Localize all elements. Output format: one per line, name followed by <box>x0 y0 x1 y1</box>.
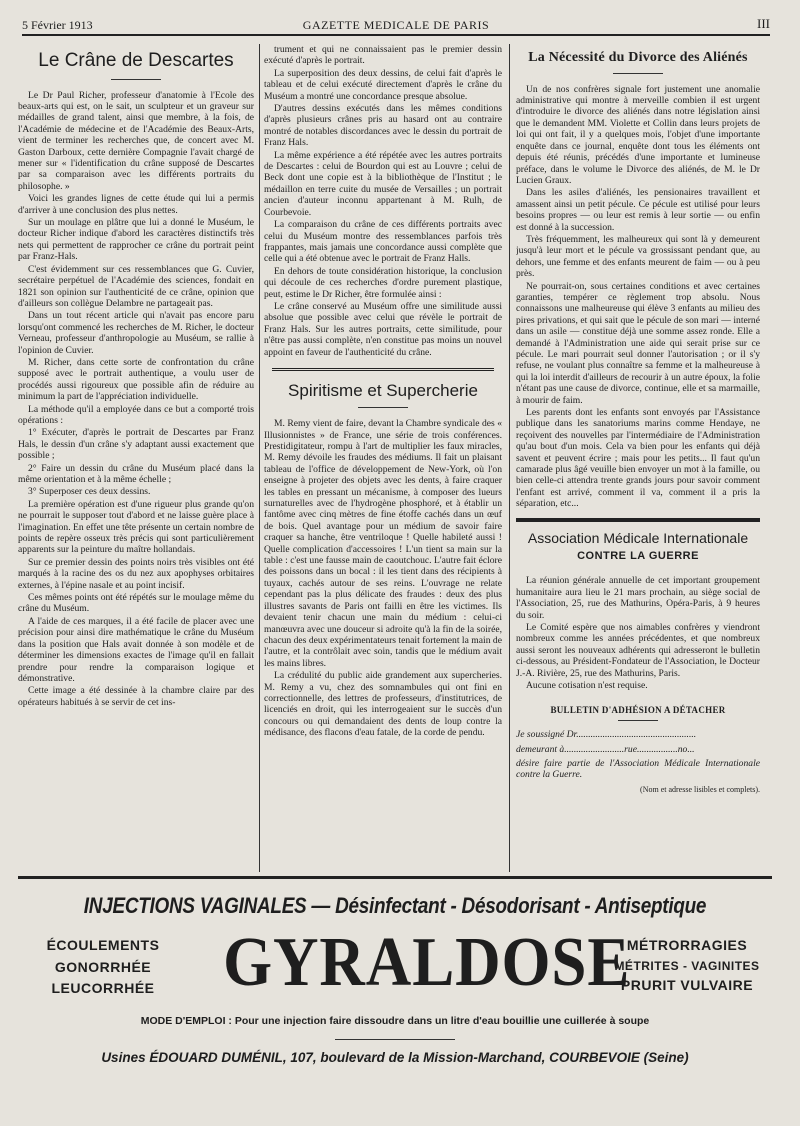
title-rule <box>613 73 663 74</box>
article-title-divorce: La Nécessité du Divorce des Aliénés <box>528 50 748 65</box>
paragraph: La première opération est d'une rigueur plus grande qu'on ne pourrait le supposer tout d'abord et ne laisse guère place à l'imagination. En effet une tête présente un certain nombre de points de repère osseux très précis qui sont particulièrement apparents sur la peinture du maître hollandais. <box>18 498 254 556</box>
form-line-membership: désire faire partie de l'Association Médicale Internationale contre la Guerre. <box>516 758 760 781</box>
paragraph: La réunion générale annuelle de cet important groupement humanitaire aura lieu le 21 mars prochain, au siège social de l'Association, 25, rue des Mathurins, Opéra-Paris, à 9 heures du soir. <box>516 575 760 621</box>
ad-left-item: GONORRHÉE <box>54 958 152 975</box>
association-body <box>516 575 760 691</box>
article-body-descartes <box>18 90 254 709</box>
article-body-descartes-continued <box>264 44 502 358</box>
paragraph: C'est évidemment sur ces ressemblances que G. Cuvier, secrétaire perpétuel de l'Académie des sciences, fondait en 1821 son opinion sur l'authenticité de ce crâne, opinion que d'ailleurs son collègue Delambre ne partageait pas. <box>18 263 254 309</box>
title-rule <box>111 79 161 80</box>
paragraph: Sur ce premier dessin des points noirs très visibles ont été marqués à la racine des os du nez aux apophyses orbitaires externes, à l'épine nasale et au point incisif. <box>18 556 254 591</box>
ad-right-list <box>602 935 772 997</box>
paragraph: Voici les grandes lignes de cette étude qui lui a permis d'arriver à une conclusion des plus nettes. <box>18 193 254 216</box>
paragraph: Dans un tout récent article qui n'avait pas encore paru lorsqu'ont commencé les recherches de M. Richer, le docteur Verneau, professeur d'anthropologie au Muséum, se rallie à l'opinion de Cuvier. <box>18 310 254 356</box>
paragraph: En dehors de toute considération historique, la conclusion qui découle de ces recherches d'ordre purement plastique, peut, estime le Dr Richer, être formulée ainsi : <box>264 265 502 300</box>
paragraph: La même expérience a été répétée avec les autres portraits de Descartes : celui de Bourdon qui est au Louvre ; celui de Beck dont une copie est à la bibliothèque de l'Institut ; le médaillon en terre cuite du musée de Versailles ; un portrait ancien d'auteur inconnu appartenant à M. Rulh, de Courbevoie. <box>264 149 502 218</box>
form-line-address: demeurant à.........................rue.................no... <box>516 743 695 755</box>
column-divider <box>259 44 260 872</box>
paragraph: Dans les asiles d'aliénés, les pensionaires travaillent et amassent ainsi un petit pécule. Ce pécule est utilisé pour leurs besoins propres — ou leur est remis à leur sortie — ou enfin est donné à la succession. <box>516 187 760 233</box>
paragraph: Un de nos confrères signale fort justement une anomalie administrative qui montre à merveille combien il est urgent d'introduire le divorce des aliénés dans notre législation ainsi que le demandent MM. Violette et Collin dans leurs projets de loi qui ont fait, il y a quelques mois, l'objet d'une importante enquête dans ce journal, enquête dont tous les éléments ont depuis été réunis, précédés d'une importante et lumineuse préface, dans le volume le Divorce des aliénés, de M. le Dr Lucien Graux. <box>516 83 760 186</box>
paragraph: 1° Exécuter, d'après le portrait de Descartes par Franz Hals, le dessin d'un crâne s'y adaptant aussi exactement que possible ; <box>18 427 254 462</box>
paragraph: La méthode qu'il a employée dans ce but a comporté trois opérations : <box>18 403 254 426</box>
form-line-name: Je soussigné Dr.................................................. <box>516 729 697 741</box>
paragraph: Le crâne conservé au Muséum offre une similitude aussi absolue que possible avec celui que révèle le portrait de Franz Hals. Sur les autres portraits, cette similitude, pour n'être pas aussi complète, n'en constitue pas moins un nouvel appoint en faveur de l'authenticité du crâne. <box>264 300 502 358</box>
paragraph: Ces mêmes points ont été répétés sur le moulage même du crâne du Muséum. <box>18 592 254 615</box>
form-note: (Nom et adresse lisibles et complets). <box>640 784 760 794</box>
association-subtitle: CONTRE LA GUERRE <box>577 550 699 563</box>
article-body-spiritisme <box>264 418 502 738</box>
ad-rule <box>335 1039 455 1040</box>
ad-right-item: PRURIT VULVAIRE <box>620 977 754 994</box>
column-middle <box>264 44 502 872</box>
paragraph: D'autres dessins exécutés dans les mêmes conditions d'après plusieurs crânes pris au hasard ont au contraire montré de notables discordances avec le dessin du portrait de Franz Hals. <box>264 103 502 149</box>
page-number: III <box>757 16 770 31</box>
article-title-descartes: Le Crâne de Descartes <box>38 50 234 71</box>
paragraph: Le Dr Paul Richer, professeur d'anatomie à l'Ecole des beaux-arts qui est, on le sait, un sculpteur et un graveur sur médailles de grand talent, ainsi que membre, à la fois, de l'Académie de médecine et de l'Académie des Beaux-Arts, vient de terminer les recherches que, de concert avec M. Gaston Darboux, cette dernière Compagnie l'avait chargé de mener sur « l'identification du crâne supposé de Descartes par sa comparaison avec les différents portraits du philosophe. » <box>18 89 254 192</box>
paragraph: trument et qui ne connaissaient pas le premier dessin exécuté d'après le portrait. <box>264 44 502 67</box>
paragraph: 2° Faire un dessin du crâne du Muséum placé dans la même orientation et à la même échelle ; <box>18 462 254 486</box>
paragraph: Le Comité espère que nos aimables confrères y viendront nombreux comme les années précédentes, et que nombreux aussi seront les nouveaux adhérents qui adresseront le bulletin ci-dessous, au Président-Fondateur de l'Association, le Docteur J.-A. Rivière, 25, rue des Mathurins, Paris. <box>516 622 760 679</box>
paragraph: Sur un moulage en plâtre que lui a donné le Muséum, le docteur Richer indique d'abord les caractères distinctifs très nets qui permettent de rapprocher ce crâne du portrait peint par Franz-Hals. <box>18 217 254 263</box>
paragraph: Les parents dont les enfants sont envoyés par l'Assistance publique dans les sanatoriums marins comme Hendaye, ne reçoivent des nouvelles par l'intermédiaire de l'Administration qu'au bout d'un mois. Cela va bien pour les enfants qui déjà savent et peuvent écrire ; mais pour les petits... Il faut qu'un camarade plus âgé veuille bien envoyer un mot à la famille, ou bien celle-ci attendra trente grands jours pour savoir comment l'enfant est arrivé, comment il va, comment il a pris la séparation, etc... <box>516 407 760 510</box>
paragraph: La comparaison du crâne de ces différents portraits avec celui du Muséum montre des ressemblances parfois très frappantes, mais jamais une concordance aussi complète que celle qui a été obtenue avec le portrait de Franz Halls. <box>264 219 502 265</box>
paragraph: Très fréquemment, les malheureux qui sont là y demeurent jusqu'à leur mort et le pécule va grossissant pendant que, au dehors, une femme et des enfants meurent de faim — ou à peu près. <box>516 233 760 280</box>
column-right <box>516 44 760 872</box>
ad-right-item: MÉTRORRAGIES <box>626 937 748 953</box>
ad-left-item: LEUCORRHÉE <box>51 980 155 997</box>
advertisement-gyraldose <box>18 876 772 1115</box>
bulletin-rule <box>618 720 658 721</box>
bulletin-title: BULLETIN D'ADHÉSION A DÉTACHER <box>550 705 726 716</box>
page-header <box>22 12 770 36</box>
paragraph: La superposition des deux dessins, de celui fait d'après le tableau et de celui exécuté directement d'après le crâne du Muséum a montré une concordance presque absolue. <box>264 67 502 102</box>
article-body-divorce <box>516 84 760 510</box>
issue-date: 5 Février 1913 <box>22 18 93 32</box>
journal-name: GAZETTE MEDICALE DE PARIS <box>302 18 490 32</box>
ad-manufacturer: Usines ÉDOUARD DUMÉNIL, 107, boulevard de la Mission-Marchand, COURBEVOIE (Seine) <box>101 1050 689 1065</box>
column-divider <box>509 44 510 872</box>
paragraph: 3° Superposer ces deux dessins. <box>28 486 151 498</box>
article-title-spiritisme: Spiritisme et Supercherie <box>288 380 478 400</box>
paragraph: M. Richer, dans cette sorte de confrontation du crâne supposé avec le portrait authentique, a voulu user de procédés aussi rigoureux que possible afin de réduire au minimum la part de l'appréciation individuelle. <box>18 356 254 403</box>
ad-left-item: ÉCOULEMENTS <box>46 937 160 953</box>
paragraph: Cette image a été dessinée à la chambre claire par des opérateurs habitués à se servir de cet ins- <box>18 685 254 708</box>
article-separator <box>272 368 494 371</box>
paragraph: Ne pourrait-on, sous certaines conditions et avec certaines garanties, tempérer ce règlement trop absolu. Nous connaissons une malheureuse qui élève 3 enfants au milieu des pires privations, et qui sait que le pécule de son mari — interné dans un asile — constitue déjà une somme assez ronde. Elle a demandé à l'Administration une aide qui serait prise sur ce pécule. Le mari pourrait seul donner l'autorisation ; or il s'y refuse, ne voulant plus connaître sa femme et la malheureuse à qui la loi interdit d'ailleurs de recourir à un autre époux, la folie n'étant pas une cause de divorce, continue, elle et sa marmaille, à mourir de faim. <box>516 280 760 406</box>
ad-right-item: MÉTRITES - VAGINITES <box>614 958 760 973</box>
paragraph: M. Remy vient de faire, devant la Chambre syndicale des « Illusionnistes » de France, une série de trois conférences. Prestidigitateur, rompu à l'art de multiplier les faux miracles, M. Remy dévoile les fraudes des médiums. Il fait un plaisant tableau de l'office de développement de New-York, où l'on enseigne à projeter des objets avec les dents, à faire craquer les tables en pressant un mécanisme, à composer des lueurs surnaturelles avec de l'hydrogène phosphoré, et à établir un fantôme avec cinq mètres de fine étoffe cachés dans un œuf de bois. Quel avantage pour un médium de savoir faire craquer sa hanche, être ventriloque ! Quelle habileté aussi ! Quelle complication d'accessoires ! L'un tient sa main sur la table : c'est une fausse main de caoutchouc. L'autre fait éclore des poissons dans un bocal : il les tient dans des récipients à tuyaux, cachés autour de ses reins. L'ouvrage ne relate cependant pas la plus délicate des fraudes : deux des plus illustres savants de Paris ont failli en être les victimes. Ils devaient tenir chacun une main du médium : celui-ci manœuvra avec une douceur si adroite qu'à la fin de la soirée, chacun des deux expérimentateurs tenait fortement la main de l'autre, et la contrôlait avec soin, tandis que le médium avait les mains libres. <box>264 418 502 669</box>
ad-middle <box>18 924 772 1013</box>
paragraph: La crédulité du public aide grandement aux supercheries. M. Remy a vu, chez des somnambules qui ont fini en correctionnelle, des lettres de professeurs, d'institutrices, de licenciés en droit, qui les interrogeaient sur le succès d'un concours ou qui demandaient des dents de loup contre la médisance, des flacons d'eau fatale, de la corde de pendu. <box>264 670 502 739</box>
ad-left-list <box>18 935 188 1000</box>
title-rule <box>358 407 408 408</box>
section-separator <box>516 518 760 522</box>
column-descartes <box>18 44 254 872</box>
paragraph: Aucune cotisation n'est requise. <box>526 680 648 692</box>
ad-brand-name: GYRALDOSE <box>223 924 631 1001</box>
paragraph: A l'aide de ces marques, il a été facile de placer avec une précision pour ainsi dire mathématique le crâne du Muséum dans la position que Hals avait donnée à son modèle et de déterminer les dimensions exactes de l'image qu'il en fallait prendre pour rendre la comparaison logique et démonstrative. <box>18 615 254 684</box>
association-title: Association Médicale Internationale <box>527 529 749 546</box>
ad-headline: INJECTIONS VAGINALES — Désinfectant - Désodorisant - Antiseptique <box>83 893 707 918</box>
ad-instructions: MODE D'EMPLOI : Pour une injection faire dissoudre dans un litre d'eau bouillie une cuillerée à soupe <box>140 1015 650 1027</box>
